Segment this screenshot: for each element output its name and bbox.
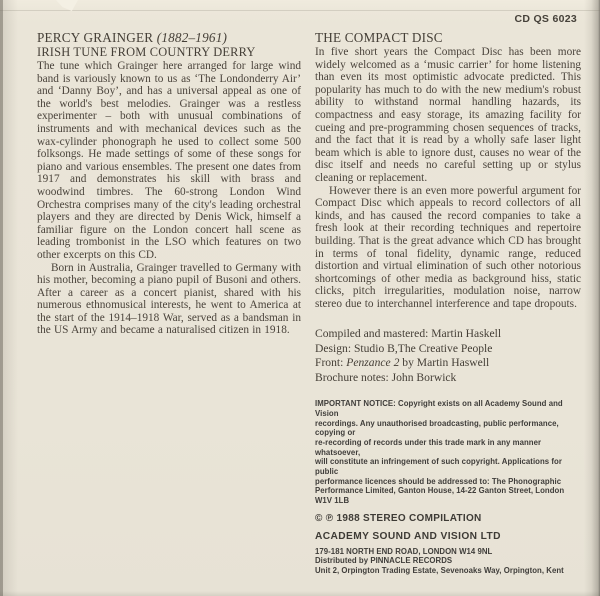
notice-line: performance licences should be addressed to: The Phonographic	[315, 476, 562, 486]
notice-line: IMPORTANT NOTICE: Copyright exists on all Academy Sound and Vision	[315, 399, 563, 418]
catalog-number: CD QS 6023	[514, 13, 577, 25]
important-notice	[315, 399, 581, 506]
copyright-line: © ℗ 1988 STEREO COMPILATION	[315, 512, 482, 524]
credit-front	[315, 356, 581, 370]
right-paragraph-2: However there is an even more powerful argument for Compact Disc which appeals to record collectors of all kinds, and has caused the record companies to take a fresh look at their recording techniques and repertoire building. That is the great advance which CD has brought in terms of tonal fidelity, dynamic range, reduced distortion and virtual elimination of such other notorious shortcomings of other media as background hiss, static clicks, pitch irregularities, modulation noise, narrow stereo due to interchannel interference and tape dropouts.	[315, 184, 581, 310]
address-line: 179-181 NORTH END ROAD, LONDON W14 9NL	[315, 546, 493, 556]
compact-disc-heading: THE COMPACT DISC	[315, 30, 443, 45]
credit-brochure-notes: Brochure notes: John Borwick	[315, 370, 457, 384]
record-company-name: ACADEMY SOUND AND VISION LTD	[315, 530, 501, 542]
notice-line: recordings. Any unauthorised broadcasting, public performance, copying or	[315, 418, 559, 438]
paper-edge-right-shading	[584, 0, 600, 596]
credit-front-artist: by Martin Haswell	[399, 356, 490, 370]
company-address-block	[315, 547, 581, 575]
credit-front-label: Front:	[315, 356, 347, 370]
work-title: IRISH TUNE FROM COUNTRY DERRY	[37, 45, 256, 59]
paper-edge-bottom-shading	[0, 591, 600, 596]
left-column	[37, 31, 301, 337]
address-line: Distributed by PINNACLE RECORDS	[315, 556, 453, 566]
composer-heading	[37, 31, 301, 45]
credit-compiled: Compiled and mastered: Martin Haskell	[315, 327, 502, 341]
credit-front-artwork-title: Penzance 2	[346, 356, 400, 370]
composer-name: PERCY GRAINGER	[37, 30, 157, 45]
right-column	[315, 31, 581, 575]
credits-block	[315, 327, 581, 385]
paper-edge-top-line	[0, 10, 600, 11]
left-paragraph-2: Born in Australia, Grainger travelled to Germany with his mother, becoming a piano pupil of Busoni and others. After a career as a concert pianist, shared with his numerous ethnomusical interests, he went to America at the start of the 1914–1918 War, served as a bandsman in the US Army and became a naturalised citizen in 1918.	[37, 261, 301, 337]
right-paragraph-1: In five short years the Compact Disc has been more widely welcomed as a ‘music carrier’ for home listening than even its most optimistic advocate predicted. This popularity has much to do with the new medium's robust ability to withstand normal handling hazards, its compactness and easy storage, its amazing facility for cueing and pre-programming chosen sequences of tracks, and the fact that it is read by a wholly safe laser light beam which is able to ignore dust, causes no wear of the disc itself and needs no careful setting up or stylus cleaning or replacement.	[315, 46, 581, 184]
left-paragraph-1: The tune which Grainger here arranged for large wind band is variously known to us as ‘The Londonderry Air’ and ‘Danny Boy’, and has a universal appeal as one of the world's best melodies. Grainger was a restless experimenter – both with unusual combinations of instruments and with mechanical devices such as the wax-cylinder phonograph he used to collect some 500 folksongs. He made settings of some of these songs for piano and various ensembles. The present one dates from 1917 and demonstrates his skill with brass and woodwind timbres. The 60-strong London Wind Orchestra comprises many of the city's leading orchestral players and they are directed by Denis Wick, himself a familiar figure on the London concert hall scene as leading trombonist in the LSO which features on two other excerpts on this CD.	[37, 60, 301, 261]
notice-line: Performance Limited, Ganton House, 14-22 Ganton Street, London W1V 1LB	[315, 486, 565, 506]
paper-edge-left-line	[0, 0, 3, 596]
credit-design: Design: Studio B,The Creative People	[315, 341, 493, 355]
address-line: Unit 2, Orpington Trading Estate, Sevenoaks Way, Orpington, Kent	[315, 565, 564, 575]
notice-line: re-recording of records under this trade mark in any manner whatsoever,	[315, 437, 542, 457]
composer-dates: (1882–1961)	[156, 30, 228, 45]
notice-line: will constitute an infringement of such copyright. Applications for public	[315, 457, 562, 477]
